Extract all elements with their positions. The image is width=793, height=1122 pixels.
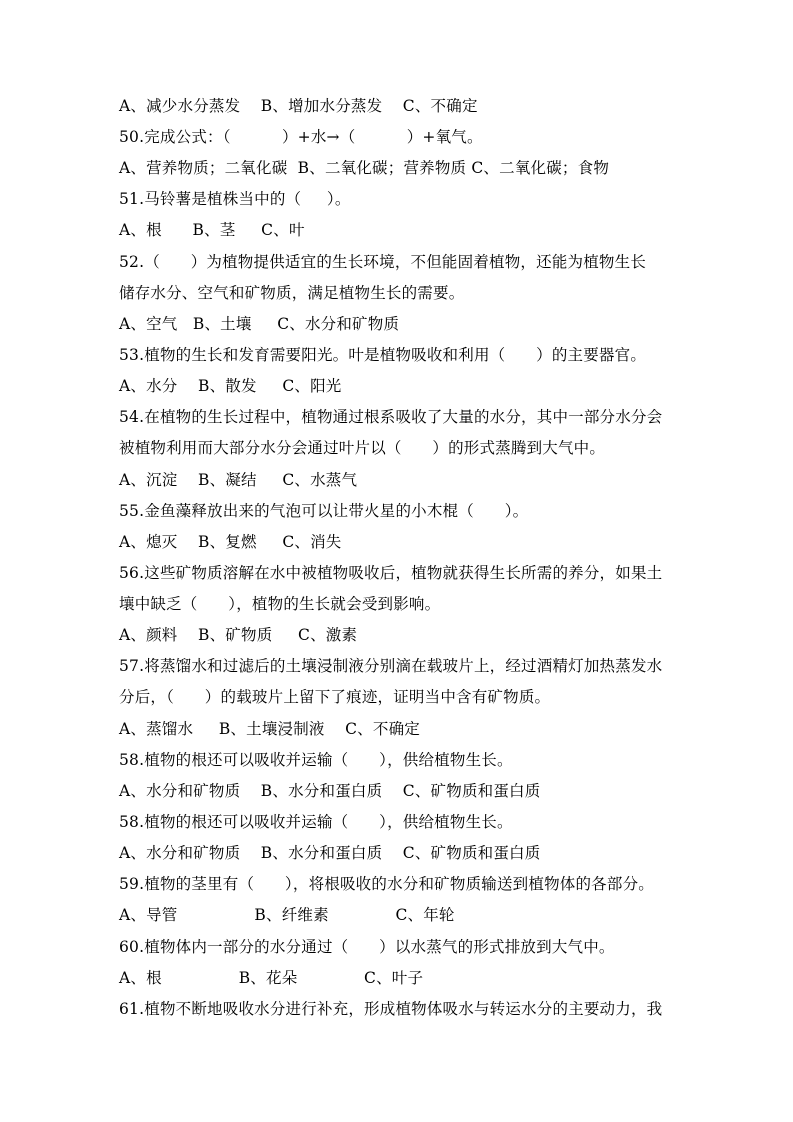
answer-options-55: A、熄灭 B、复燃 C、消失 <box>119 533 342 551</box>
question-56-line-2: 壤中缺乏（ ），植物的生长就会受到影响。 <box>119 595 441 613</box>
answer-options-49: A、减少水分蒸发 B、增加水分蒸发 C、不确定 <box>119 97 478 115</box>
question-58: 58.植物的根还可以吸收并运输（ ），供给植物生长。 <box>119 751 513 769</box>
answer-options-60: A、根 B、花朵 C、叶子 <box>119 969 424 987</box>
question-56-line-1: 56.这些矿物质溶解在水中被植物吸收后，植物就获得生长所需的养分，如果土 <box>119 564 663 582</box>
answer-options-50: A、营养物质；二氧化碳 B、二氧化碳；营养物质 C、二氧化碳；食物 <box>119 159 610 177</box>
question-61: 61.植物不断地吸收水分进行补充，形成植物体吸水与转运水分的主要动力，我 <box>119 1000 663 1018</box>
question-54-line-1: 54.在植物的生长过程中，植物通过根系吸收了大量的水分，其中一部分水分会 <box>119 408 663 426</box>
question-54-line-2: 被植物利用而大部分水分会通过叶片以（ ）的形式蒸腾到大气中。 <box>119 439 606 457</box>
question-59: 59.植物的茎里有（ ），将根吸收的水分和矿物质输送到植物体的各部分。 <box>119 875 654 893</box>
answer-options-51: A、根 B、茎 C、叶 <box>119 221 305 239</box>
question-52-line-1: 52.（ ）为植物提供适宜的生长环境，不但能固着植物，还能为植物生长 <box>119 253 647 271</box>
answer-options-53: A、水分 B、散发 C、阳光 <box>119 377 342 395</box>
question-53: 53.植物的生长和发育需要阳光。叶是植物吸收和利用（ ）的主要器官。 <box>119 346 647 364</box>
question-51: 51.马铃薯是植株当中的（ ）。 <box>119 190 351 208</box>
answer-options-54: A、沉淀 B、凝结 C、水蒸气 <box>119 471 358 489</box>
answer-options-52: A、空气 B、土壤 C、水分和矿物质 <box>119 315 400 333</box>
question-50: 50.完成公式：（ ）+水→（ ）+氧气。 <box>119 128 483 146</box>
answer-options-57: A、蒸馏水 B、土壤浸制液 C、不确定 <box>119 720 420 738</box>
question-57-line-1: 57.将蒸馏水和过滤后的土壤浸制液分别滴在载玻片上，经过酒精灯加热蒸发水 <box>119 657 663 675</box>
question-57-line-2: 分后，（ ）的载玻片上留下了痕迹，证明当中含有矿物质。 <box>119 688 551 706</box>
question-60: 60.植物体内一部分的水分通过（ ）以水蒸气的形式排放到大气中。 <box>119 938 615 956</box>
question-52-line-2: 储存水分、空气和矿物质，满足植物生长的需要。 <box>119 284 465 302</box>
answer-options-59: A、导管 B、纤维素 C、年轮 <box>119 906 455 924</box>
answer-options-56: A、颜料 B、矿物质 C、激素 <box>119 626 358 644</box>
answer-options-58: A、水分和矿物质 B、水分和蛋白质 C、矿物质和蛋白质 <box>119 782 541 800</box>
question-55: 55.金鱼藻释放出来的气泡可以让带火星的小木棍（ ）。 <box>119 502 529 520</box>
answer-options-58-repeat: A、水分和矿物质 B、水分和蛋白质 C、矿物质和蛋白质 <box>119 844 541 862</box>
question-58-repeat: 58.植物的根还可以吸收并运输（ ），供给植物生长。 <box>119 813 513 831</box>
